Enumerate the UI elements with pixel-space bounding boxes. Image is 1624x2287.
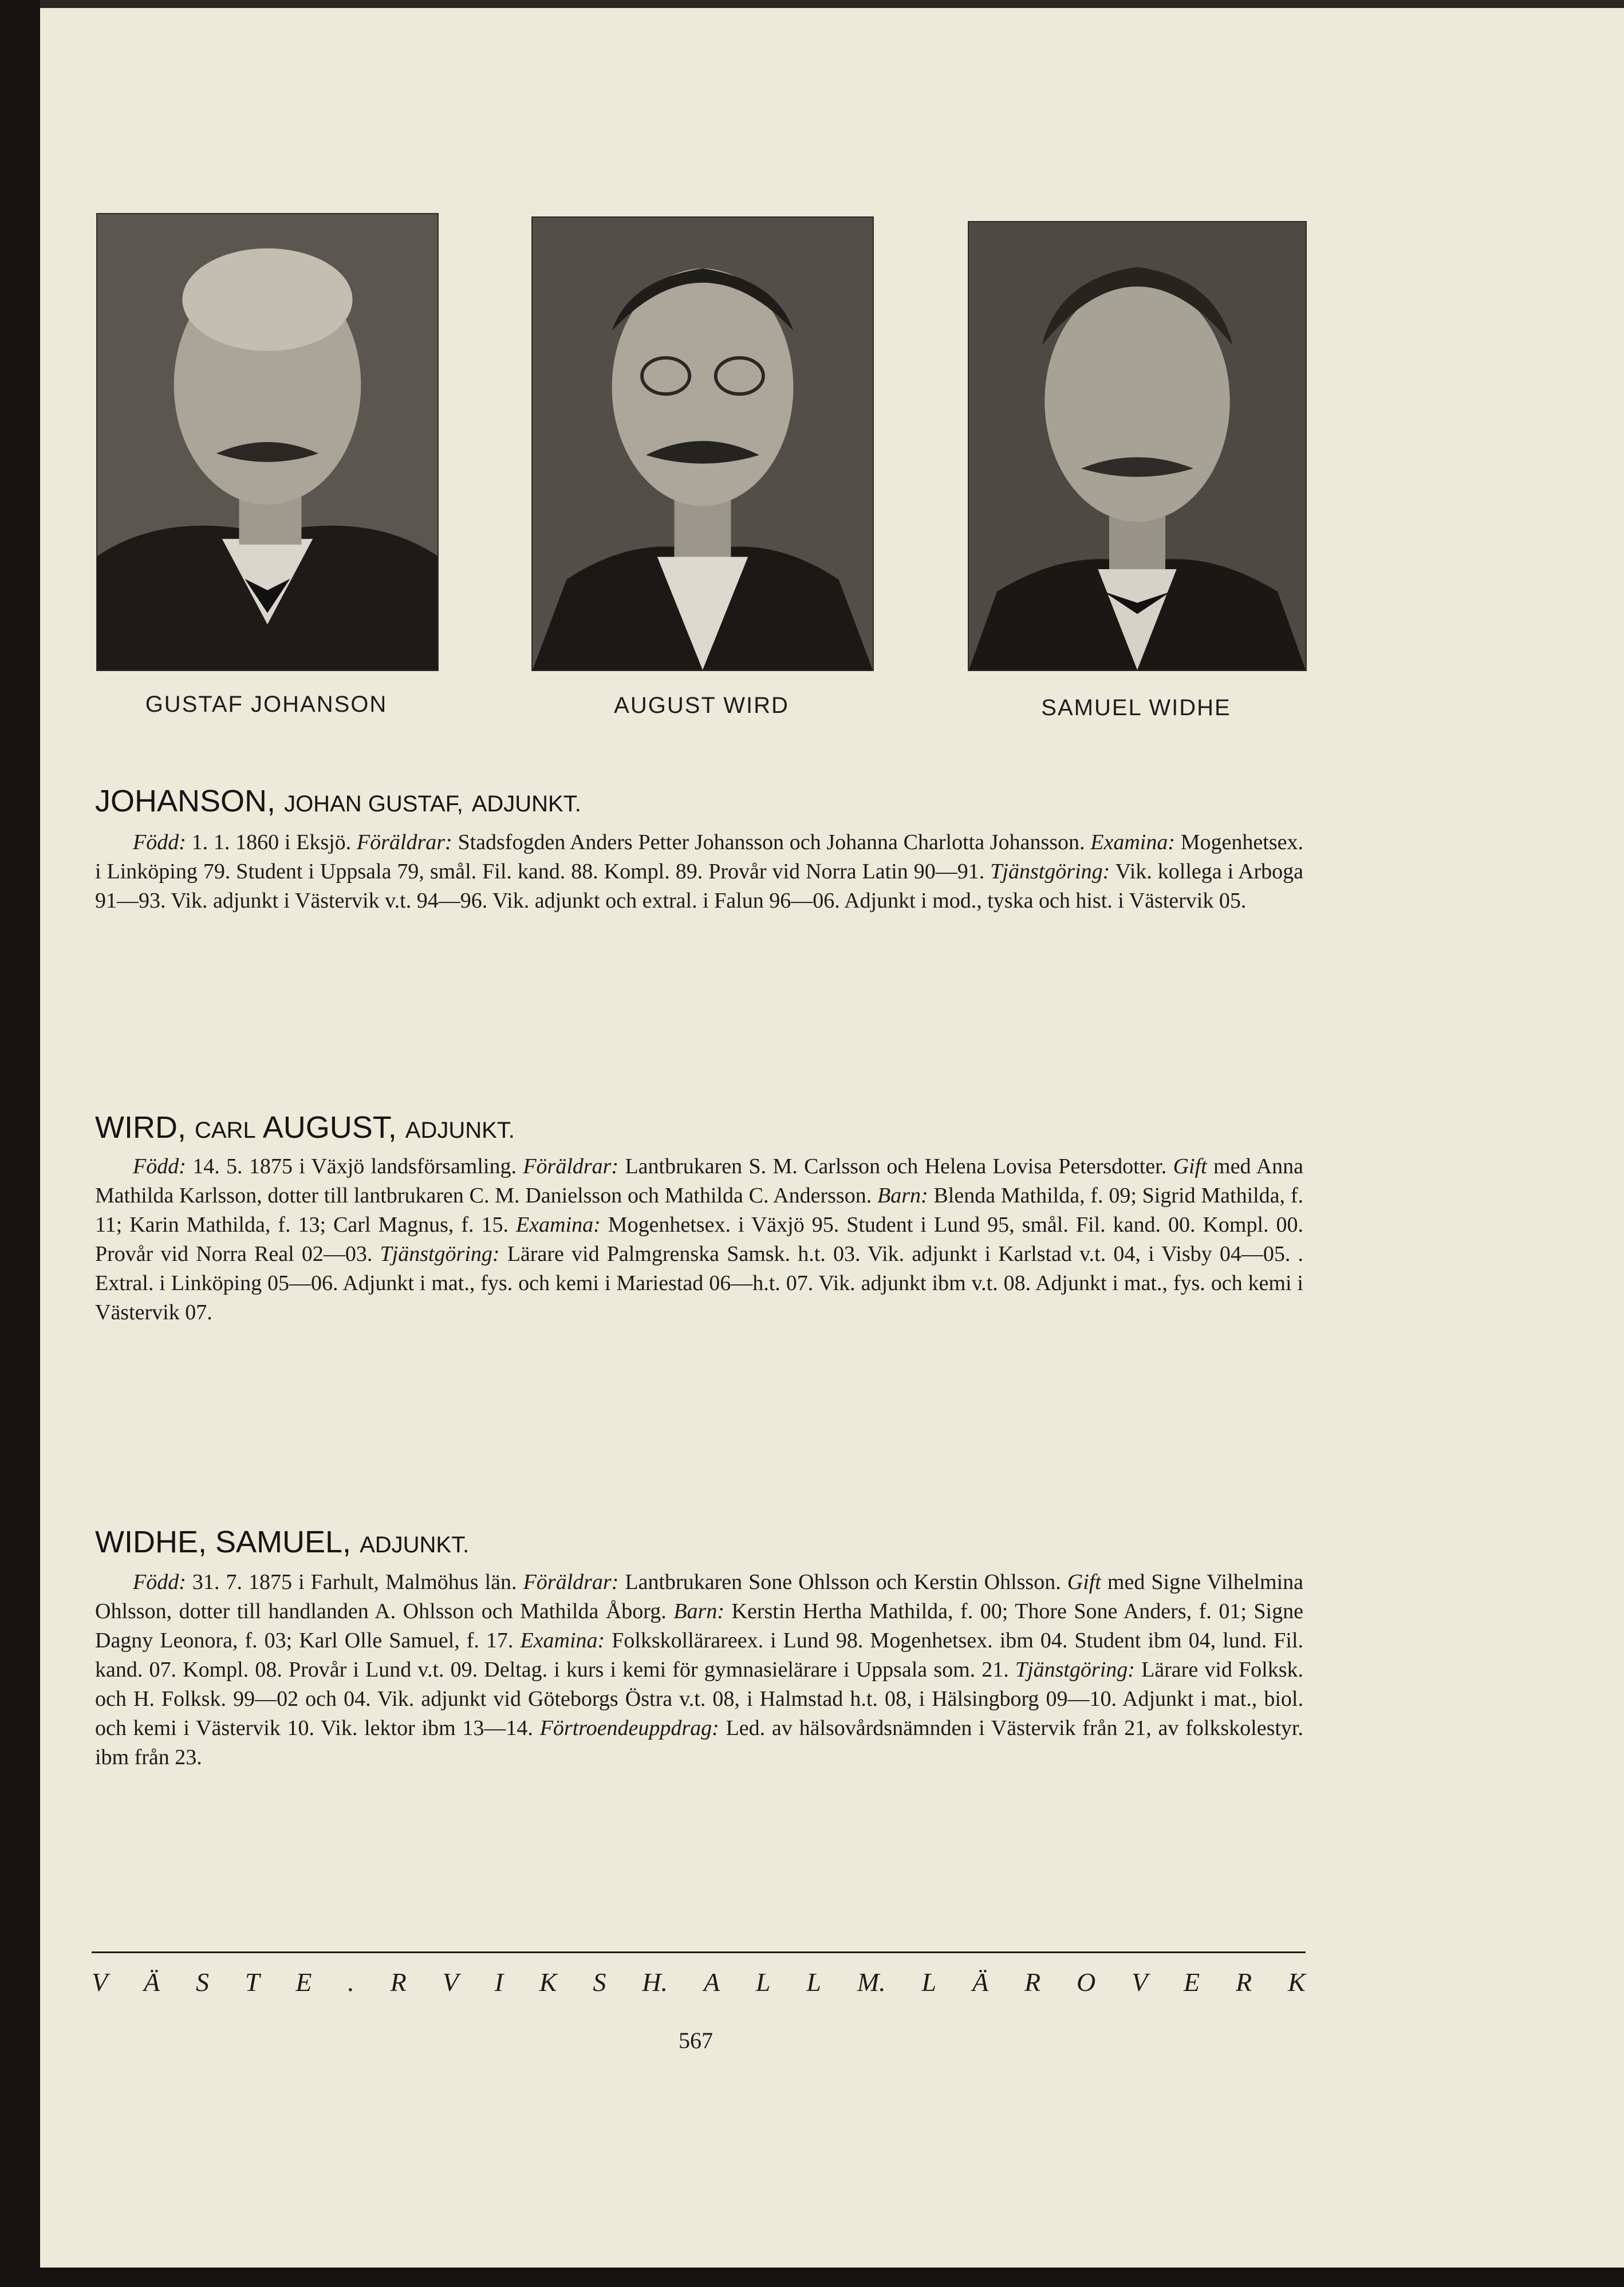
running-footer xyxy=(92,1967,1306,1997)
field-label: Examina: xyxy=(520,1628,605,1653)
entry-given-name: JOHAN GUSTAF, xyxy=(284,791,463,817)
entry-given-name-2: AUGUST, xyxy=(262,1110,397,1145)
entry-text-wird xyxy=(95,1152,1303,1327)
portrait-photo-wird xyxy=(531,216,874,671)
footer-letter: L xyxy=(921,1967,937,1997)
entry-heading-widhe xyxy=(95,1524,469,1560)
field-label: Född: xyxy=(133,1154,186,1178)
field-label: Barn: xyxy=(877,1184,928,1208)
footer-letter: A xyxy=(703,1967,720,1997)
field-label: Föräldrar: xyxy=(356,830,452,854)
footer-letter: H. xyxy=(642,1967,668,1997)
scan-top-edge xyxy=(40,0,1624,8)
footer-letter: K xyxy=(1288,1967,1306,1997)
footer-letter: V xyxy=(1132,1967,1148,1997)
field-text: Kerstin Hertha Mathilda, f. 00; Thore Sone Anders, f. 01; Signe Dagny Leonora, f. 03; Karl Olle Samuel, f. 17. xyxy=(95,1599,1303,1653)
field-text: Mogenhetsex. i Växjö 95. Student i Lund 95, smål. Fil. kand. 00. Kompl. 00. Provår vid Norra Real 02—03. xyxy=(95,1213,1304,1266)
field-label: Född: xyxy=(133,1570,186,1594)
footer-letter: R xyxy=(390,1967,407,1997)
field-text: 14. 5. 1875 i Växjö landsförsamling. xyxy=(186,1154,523,1178)
portrait-photo-johanson xyxy=(96,213,439,671)
field-label: Tjänstgöring: xyxy=(990,859,1110,884)
entry-heading-johanson xyxy=(95,783,581,819)
field-text: Vik. kollega i Arboga 91—93. Vik. adjunkt i Västervik v.t. 94—96. Vik. adjunkt och extral. i Falun 96—06. Adjunkt i mod., tyska och hist. i Västervik 05. xyxy=(95,859,1303,913)
field-text: 1. 1. 1860 i Eksjö. xyxy=(186,830,357,854)
footer-letter: R xyxy=(1024,1967,1041,1997)
book-spine xyxy=(0,0,40,2287)
footer-letter: M. xyxy=(857,1967,886,1997)
footer-letter: V xyxy=(92,1967,108,1997)
entry-text-johanson xyxy=(95,828,1303,916)
entry-title: ADJUNKT. xyxy=(360,1532,470,1557)
footer-letter: S xyxy=(593,1967,606,1997)
footer-letter: V xyxy=(442,1967,459,1997)
field-text: Mogenhetsex. i Linköping 79. Student i Uppsala 79, smål. Fil. kand. 88. Kompl. 89. Provår vid Norra Latin 90—91. xyxy=(95,830,1303,884)
entry-given-name: CARL xyxy=(194,1118,256,1143)
portrait-johanson-image xyxy=(97,214,437,670)
field-label: Född: xyxy=(133,830,186,854)
field-label: Barn: xyxy=(673,1599,724,1623)
entry-surname: WIRD, xyxy=(95,1110,186,1145)
footer-letter: L xyxy=(806,1967,821,1997)
field-text: Stadsfogden Anders Petter Johansson och Johanna Charlotta Johansson. xyxy=(452,830,1091,854)
field-text: Lärare vid Palmgrenska Samsk. h.t. 03. Vik. adjunkt i Karlstad v.t. 04, i Visby 04—05. . Extral. i Linköping 05—06. Adjunkt i mat., fys. och kemi i Mariestad 06—h.t. 07. Vik. adjunkt ibm v.t. 08. Adjunkt i mat., fys. och kemi i Västervik 07. xyxy=(95,1242,1303,1324)
footer-letter: S xyxy=(195,1967,209,1997)
field-label: Föräldrar: xyxy=(523,1154,619,1178)
footer-letter: Ä xyxy=(972,1967,989,1997)
field-label: Tjänstgöring: xyxy=(380,1242,500,1266)
entry-heading-wird xyxy=(95,1110,515,1145)
caption-widhe: SAMUEL WIDHE xyxy=(1041,695,1231,720)
footer-letter: E xyxy=(295,1967,312,1997)
field-label: Examina: xyxy=(1090,830,1176,854)
entry-title: ADJUNKT. xyxy=(471,791,581,817)
field-text: Lantbrukaren S. M. Carlsson och Helena Lovisa Petersdotter. xyxy=(618,1154,1173,1178)
footer-rule xyxy=(92,1951,1306,1953)
footer-letter: O xyxy=(1076,1967,1096,1997)
footer-letter: . xyxy=(348,1967,354,1997)
footer-letter: K xyxy=(539,1967,557,1997)
scan-bottom-edge xyxy=(0,2268,1624,2287)
field-label: Tjänstgöring: xyxy=(1015,1658,1135,1682)
footer-letter: T xyxy=(245,1967,260,1997)
field-text: med Signe Vilhelmina Ohlsson, dotter till handlanden A. Ohlsson och Mathilda Åborg. xyxy=(95,1570,1303,1623)
portrait-widhe-image xyxy=(969,222,1306,670)
portrait-wird-image xyxy=(533,218,873,670)
footer-letter: E xyxy=(1184,1967,1200,1997)
field-text: med Anna Mathilda Karlsson, dotter till lantbrukaren C. M. Danielsson och Mathilda C. Andersson. xyxy=(95,1154,1303,1208)
field-label: Föräldrar: xyxy=(523,1570,619,1594)
entry-text-widhe xyxy=(95,1568,1303,1772)
footer-letter: Ä xyxy=(143,1967,160,1997)
caption-johanson: GUSTAF JOHANSON xyxy=(145,692,388,717)
field-text: Led. av hälsovårdsnämnden i Västervik från 21, av folkskolestyr. ibm från 23. xyxy=(95,1716,1303,1769)
field-label: Gift xyxy=(1173,1154,1207,1178)
entry-surname: WIDHE, SAMUEL, xyxy=(95,1525,352,1559)
footer-letter: L xyxy=(755,1967,771,1997)
field-label: Förtroendeuppdrag: xyxy=(539,1716,719,1740)
field-text: 31. 7. 1875 i Farhult, Malmöhus län. xyxy=(186,1570,523,1594)
caption-wird: AUGUST WIRD xyxy=(614,693,789,718)
entry-title: ADJUNKT. xyxy=(405,1118,515,1143)
field-label: Gift xyxy=(1067,1570,1101,1594)
field-text: Lantbrukaren Sone Ohlsson och Kerstin Ohlsson. xyxy=(618,1570,1067,1594)
field-text: Folkskollärareex. i Lund 98. Mogenhetsex. ibm 04. Student ibm 04, lund. Fil. kand. 07. Kompl. 08. Provår i Lund v.t. 09. Deltag. i kurs i kemi för gymnasielärare i Uppsala som. 21. xyxy=(95,1628,1303,1682)
footer-letter: R xyxy=(1236,1967,1252,1997)
field-text: Lärare vid Folksk. och H. Folksk. 99—02 och 04. Vik. adjunkt vid Göteborgs Östra v.t. 08, i Halmstad h.t. 08, i Hälsingborg 09—10. Adjunkt i mat., biol. och kemi i Västervik 10. Vik. lektor ibm 13—14. xyxy=(95,1658,1303,1740)
entry-surname: JOHANSON, xyxy=(95,784,276,818)
field-label: Examina: xyxy=(516,1213,601,1237)
page-number: 567 xyxy=(679,2028,713,2053)
portrait-photo-widhe xyxy=(968,221,1307,671)
footer-letter: I xyxy=(494,1967,503,1997)
field-text: Blenda Mathilda, f. 09; Sigrid Mathilda, f. 11; Karin Mathilda, f. 13; Carl Magnus, f. 15. xyxy=(95,1184,1303,1237)
